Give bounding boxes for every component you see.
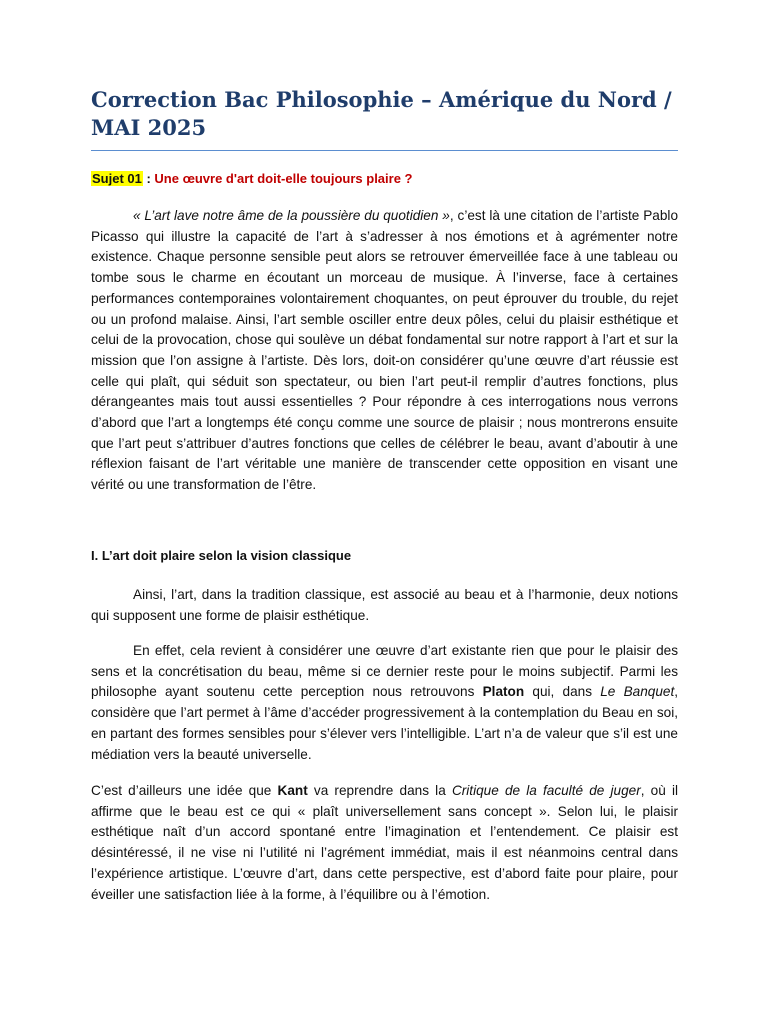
document-title: Correction Bac Philosophie – Amérique du Nord / MAI 2025 xyxy=(91,87,672,140)
author-name-platon: Platon xyxy=(482,684,525,700)
section-heading-1: I. L’art doit plaire selon la vision classique xyxy=(91,548,352,563)
intro-text: , c’est là une citation de l’artiste Pablo Picasso qui illustre la capacité de l’art à s’adresser à nos émotions et à agrémenter notre existence. Chaque personne sensible peut alors se retrouver émerveillée face à une tableau ou tombe sous le charme en écoutant un morceau de musique. À l’inverse, face à certaines performances contemporaines volontairement choquantes, on peut éprouver du trouble, du rejet ou un profond malaise. Ainsi, l’art semble osciller entre deux pôles, celui du plaisir esthétique et celui de la provocation, chose qui soulève un débat fondamental sur notre rapport à l’art et sur la mission que l’on assigne à l’artiste. Dès lors, doit-on considérer qu’une œuvre d’art réussie est celle qui plaît, qui séduit son spectateur, ou bien l’art peut-il remplir d’autres fonctions, plus dérangeantes mais tout aussi essentielles ? Pour répondre à ces interrogations nous verrons d’abord que l’art a longtemps été conçu comme une source de plaisir ; nous montrerons ensuite que l’art peut s’attribuer d’autres fonctions que celles de célébrer le beau, avant d’aboutir à une réflexion faisant de l’art véritable une manière de transcender cette opposition en visant une vérité ou une transformation de l’être. xyxy=(91,208,679,493)
paragraph-text: C’est d’ailleurs une idée que xyxy=(91,783,278,798)
work-title-le-banquet: Le Banquet xyxy=(600,684,675,700)
subject-label-highlight: Sujet 01 xyxy=(92,171,142,186)
paragraph-text: va reprendre dans la xyxy=(307,783,452,798)
work-title-critique: Critique de la faculté de juger xyxy=(451,783,641,798)
subject-separator: : xyxy=(142,171,155,186)
picasso-quote: « L’art lave notre âme de la poussière du quotidien » xyxy=(133,208,450,223)
paragraph-text: En effet, cela revient à considérer une œuvre d’art existante rien que pour le plaisir des sens et la concrétisation du beau, même si ce dernier reste pour le moins subjectif. Parmi les philosophe ayant soutenu cette perception nous retrouvons xyxy=(91,643,678,700)
paragraph-text: , considère que l’art permet à l’âme d’accéder progressivement à la contemplation du Beau en soi, en partant des formes sensibles pour s’élever vers l’intelligible. L’art n’a de valeur que s’il est une médiation vers la beauté universelle. xyxy=(91,684,679,762)
section1-paragraph-2 xyxy=(91,641,678,765)
intro-paragraph xyxy=(91,206,678,496)
author-name-kant: Kant xyxy=(277,783,308,798)
title-underline-divider xyxy=(91,150,678,151)
subject-question: Une œuvre d'art doit-elle toujours plaire ? xyxy=(154,171,413,186)
paragraph-text: qui, dans xyxy=(524,684,601,700)
paragraph-text: , où il affirme que le beau est ce qui « plaît universellement sans concept ». Selon lui, le plaisir esthétique naît d’un accord spontané entre l’imagination et l’entendement. Ce plaisir est désintéressé, il ne vise ni l’utilité ni l’agrément immédiat, mais il est néanmoins central dans l’expérience artistique. L’œuvre d’art, dans cette perspective, est d’abord faite pour plaire, pour éveiller une satisfaction liée à la forme, à l’équilibre ou à l’émotion. xyxy=(91,783,678,902)
section1-paragraph-1: Ainsi, l’art, dans la tradition classique, est associé au beau et à l’harmonie, deux notions qui supposent une forme de plaisir esthétique. xyxy=(91,587,678,623)
subject-line xyxy=(91,170,413,188)
section1-paragraph-3 xyxy=(91,781,678,905)
